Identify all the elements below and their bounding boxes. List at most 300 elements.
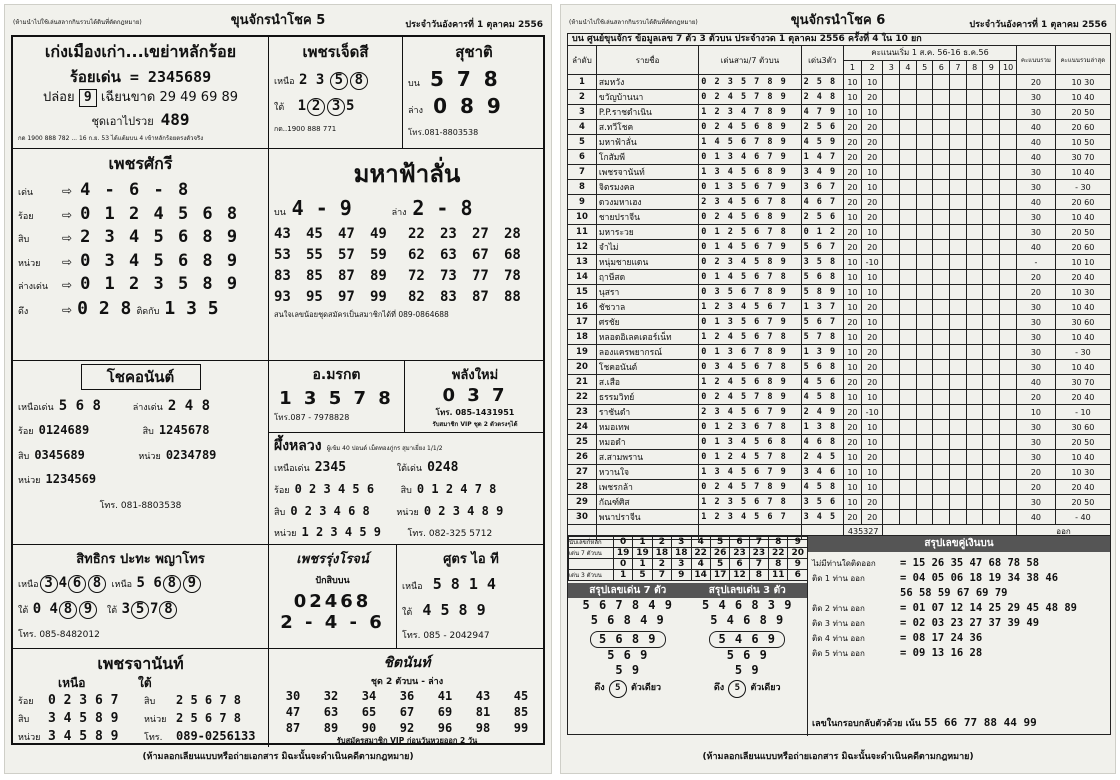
cell-d3: 2 5 6 <box>801 120 843 135</box>
cell-round <box>1000 210 1017 225</box>
box-value: 0 1 2 4 7 8 <box>416 482 497 497</box>
cell-last: - 10 <box>1055 405 1110 420</box>
circled-digit: 5 <box>609 680 627 698</box>
cell-round <box>916 150 933 165</box>
cell-round <box>966 420 983 435</box>
cell-no: 7 <box>568 165 597 180</box>
back-value: 55 66 77 88 44 99 <box>924 716 1037 729</box>
count-cell: 3 <box>672 537 691 548</box>
cell-name: โชคอนันต์ <box>596 360 698 375</box>
box-value: 5 6 8 <box>58 398 101 414</box>
box-label: ร้อย <box>274 486 290 497</box>
grid-number: 45 <box>306 225 323 242</box>
cell-round <box>883 135 900 150</box>
box-label: ติดกับ <box>136 306 160 317</box>
cell-round <box>916 270 933 285</box>
cell-last: 20 50 <box>1055 435 1110 450</box>
cell-round <box>883 75 900 90</box>
cell-round <box>916 510 933 525</box>
cell-name: กัณฑ์ศิส <box>596 495 698 510</box>
grid-number: 87 <box>285 720 301 735</box>
cell-round <box>1000 510 1017 525</box>
box-value: 0 2 3 6 7 <box>48 692 119 708</box>
box-label: ใต้ <box>402 608 413 619</box>
cell-round <box>883 480 900 495</box>
grid-number: 67 <box>472 246 489 263</box>
box-tel: โทร. 085 - 2042947 <box>402 630 490 641</box>
cell-round <box>900 120 917 135</box>
box-mahafalan <box>269 149 545 361</box>
cell-last: 10 30 <box>1055 285 1110 300</box>
cell-round <box>1000 450 1017 465</box>
round-header: 7 <box>950 60 967 75</box>
pair-row <box>812 647 1106 659</box>
cell-d7: 1 2 4 5 6 8 9 <box>699 375 801 390</box>
cell-d7: 0 3 5 6 7 8 9 <box>699 285 801 300</box>
count-cell: 22 <box>769 548 788 559</box>
left-footer: (ห้ามลอกเลียนแบบหรือถ่ายเอกสาร มิฉะนั้นจะดำเนินคดีตามกฎหมาย) <box>142 752 414 762</box>
pair-panel <box>808 536 1110 736</box>
grid-number: 92 <box>399 720 415 735</box>
cell-round <box>966 375 983 390</box>
grid-number: 90 <box>361 720 377 735</box>
grid-number: 59 <box>370 246 387 263</box>
cell-round <box>1000 390 1017 405</box>
cell-round <box>900 240 917 255</box>
cell-name: หมอเทพ <box>596 420 698 435</box>
box-label: เหนือ <box>274 77 295 87</box>
cell-round <box>983 150 1000 165</box>
circled-digit: 8 <box>88 575 106 593</box>
cell-round <box>883 240 900 255</box>
grid-number: 47 <box>338 225 355 242</box>
grid-number: 41 <box>437 689 453 703</box>
cell-name: ชัชวาล <box>596 300 698 315</box>
cell-round <box>900 225 917 240</box>
cell-last: 20 60 <box>1055 120 1110 135</box>
cell-d7: 1 3 4 5 6 8 9 <box>699 165 801 180</box>
list-item <box>18 181 263 201</box>
cell-round <box>1000 195 1017 210</box>
list-item <box>274 690 540 704</box>
cell-name: ฤาษีสด <box>596 270 698 285</box>
box-value: 4 - 9 <box>291 196 352 220</box>
cell-last: 10 40 <box>1055 450 1110 465</box>
box-value: 7 <box>150 601 159 617</box>
cell-round <box>883 255 900 270</box>
cell-round: 10 <box>861 180 882 195</box>
cell-d3: 2 5 8 <box>801 75 843 90</box>
cell-round: 20 <box>843 225 861 240</box>
cell-round <box>900 420 917 435</box>
cell-round <box>950 315 967 330</box>
cell-round <box>883 120 900 135</box>
cell-d3: 3 4 6 <box>801 465 843 480</box>
cell-round <box>983 330 1000 345</box>
box-sut-it <box>397 545 545 649</box>
cell-round: 20 <box>843 405 861 420</box>
box-note: รับสมัครสมาชิก VIP ก่อนวันหวยออก 2 วัน <box>336 736 478 746</box>
grid-number: 85 <box>306 267 323 284</box>
cell-no: 28 <box>568 480 597 495</box>
right-date: ประจำวันอังคารที่ 1 ตุลาคม 2556 <box>969 20 1107 30</box>
cell-round <box>1000 135 1017 150</box>
cell-no: 18 <box>568 330 597 345</box>
cell-round <box>883 330 900 345</box>
cell-round <box>966 315 983 330</box>
cell-round <box>900 315 917 330</box>
cell-round <box>1000 360 1017 375</box>
cell-last: 30 60 <box>1055 315 1110 330</box>
cell-round <box>966 135 983 150</box>
box-line: เฉียนขาด 29 49 69 89 <box>100 90 239 106</box>
cell-round <box>983 420 1000 435</box>
cell-d3: 2 4 9 <box>801 405 843 420</box>
cell-round <box>966 465 983 480</box>
pair-label: ติด 2 ท่าน ออก <box>812 604 865 614</box>
left-note: (ห้ามนำไปใช้เล่นสลากกินรวบได้ดินที่ตัดกฎหมาย) <box>13 19 142 26</box>
cell-d3: 4 5 9 <box>801 135 843 150</box>
table-row <box>568 165 1111 180</box>
count-cell: 5 <box>710 559 729 570</box>
cell-round: 20 <box>843 195 861 210</box>
cell-round: 10 <box>861 270 882 285</box>
grid-number: 89 <box>323 720 339 735</box>
cell-round <box>933 255 950 270</box>
box-value: 1234569 <box>45 472 97 487</box>
cell-round <box>900 300 917 315</box>
pair-value: 56 58 59 67 69 79 <box>900 587 1008 600</box>
pair-row <box>812 572 1106 584</box>
box-title: ชิตนันท์ <box>383 655 431 671</box>
grid-number: 88 <box>504 288 521 305</box>
cell-total: 30 <box>1017 180 1056 195</box>
cell-round <box>950 75 967 90</box>
cell-no: 12 <box>568 240 597 255</box>
cell-round <box>900 180 917 195</box>
cell-round <box>933 120 950 135</box>
cell-d3: 1 3 7 <box>801 300 843 315</box>
box-label: หน่วย <box>18 258 41 269</box>
cell-round <box>933 270 950 285</box>
box-title: พลังใหม่ <box>451 368 499 383</box>
cell-d7: 0 2 4 5 6 8 9 <box>699 210 801 225</box>
box-label: สิบ <box>18 451 30 462</box>
left-title: ขุนจักรนำโชค 5 <box>230 13 326 28</box>
list-item <box>274 247 540 263</box>
grid-number: 93 <box>274 288 291 305</box>
cell-last: - 30 <box>1055 345 1110 360</box>
count-3-label: เด่น 3 ตัวบน <box>569 570 614 581</box>
cell-round <box>883 435 900 450</box>
cell-total: 10 <box>1017 405 1056 420</box>
cell-round <box>950 405 967 420</box>
cell-round <box>983 510 1000 525</box>
cell-round <box>983 285 1000 300</box>
right-header <box>567 9 1109 33</box>
cell-round <box>1000 300 1017 315</box>
cell-name: P.P.ราชดำเนิน <box>596 105 698 120</box>
count-cell: 1 <box>633 559 652 570</box>
cell-round <box>983 495 1000 510</box>
cell-total: 20 <box>1017 75 1056 90</box>
cell-name: สมหวัง <box>596 75 698 90</box>
cell-round <box>983 390 1000 405</box>
cell-d3: 5 6 7 <box>801 315 843 330</box>
grid-number: 63 <box>440 246 457 263</box>
cell-round <box>883 90 900 105</box>
cell-round <box>933 405 950 420</box>
cell-round <box>950 165 967 180</box>
count-cell: 8 <box>769 559 788 570</box>
cell-last: 10 40 <box>1055 90 1110 105</box>
cell-round <box>966 240 983 255</box>
cell-round <box>950 135 967 150</box>
cell-round <box>900 480 917 495</box>
cell-round <box>966 105 983 120</box>
box-value: 2345 <box>314 460 347 476</box>
cell-round <box>933 225 950 240</box>
cell-round <box>933 435 950 450</box>
cell-round <box>883 360 900 375</box>
grid-number: 36 <box>399 689 415 703</box>
cell-round <box>916 225 933 240</box>
grid-number: 23 <box>440 225 457 242</box>
box-value: 2 3 4 5 6 8 9 <box>80 227 240 248</box>
cell-round <box>950 480 967 495</box>
cell-round <box>966 195 983 210</box>
box-sub: ชุด 2 ตัวบน - ล่าง <box>370 677 444 687</box>
cell-no: 4 <box>568 120 597 135</box>
cell-d3: 2 4 8 <box>801 90 843 105</box>
cell-round <box>966 270 983 285</box>
cell-no: 1 <box>568 75 597 90</box>
table-row <box>568 375 1111 390</box>
count-cell: 6 <box>788 570 808 581</box>
circled-digit: 3 <box>327 98 345 116</box>
cell-round: 20 <box>861 345 882 360</box>
box-title: เพชรจานันท์ <box>97 654 184 673</box>
cell-last: 20 40 <box>1055 390 1110 405</box>
cell-d3: 4 6 8 <box>801 435 843 450</box>
cell-name: มหาระวย <box>596 225 698 240</box>
cell-round <box>883 300 900 315</box>
cell-last: 20 50 <box>1055 225 1110 240</box>
count-cell: 22 <box>691 548 710 559</box>
cell-round: 10 <box>843 300 861 315</box>
cell-total: 20 <box>1017 480 1056 495</box>
cell-round: 20 <box>861 375 882 390</box>
round-header: 6 <box>933 60 950 75</box>
cell-round <box>950 210 967 225</box>
box-tel: โทร. 081-8803538 <box>99 500 182 511</box>
cell-round <box>883 495 900 510</box>
table-row <box>568 270 1111 285</box>
box-palang-mai <box>405 361 545 433</box>
cell-total: 30 <box>1017 360 1056 375</box>
grid-number: 67 <box>399 704 415 719</box>
cell-round <box>933 495 950 510</box>
box-label: สิบ <box>142 427 154 438</box>
cell-no: 26 <box>568 450 597 465</box>
back-emph: เน้น <box>905 719 921 729</box>
box-value: 0234789 <box>165 447 217 462</box>
cell-round <box>900 405 917 420</box>
pair-row <box>812 557 1106 569</box>
box-title: เพชรศักรี <box>108 154 173 173</box>
cell-round <box>900 150 917 165</box>
cell-d3: 1 3 8 <box>801 420 843 435</box>
table-row <box>568 75 1111 90</box>
cell-last: 10 40 <box>1055 360 1110 375</box>
cell-round <box>1000 165 1017 180</box>
count-cell: 7 <box>652 570 671 581</box>
box-sub: ปักสิบบน <box>315 576 350 586</box>
table-row <box>568 510 1111 525</box>
cell-round <box>983 450 1000 465</box>
count-cell: 0 <box>613 559 632 570</box>
cell-round <box>950 435 967 450</box>
cell-round <box>933 165 950 180</box>
th-score: คะแนนเริ่ม 1 ส.ค. 56-16 ธ.ค.56 <box>843 46 1016 61</box>
cell-round <box>933 75 950 90</box>
cell-round <box>1000 405 1017 420</box>
cell-round: 10 <box>843 105 861 120</box>
cell-round <box>983 210 1000 225</box>
box-note: รับสมาชิก VIP ชุด 2 ตัวตรงๆได้ <box>432 421 518 428</box>
box-label: ล่างเด่น <box>18 282 49 293</box>
cell-round <box>916 105 933 120</box>
cell-round <box>883 390 900 405</box>
cell-round <box>983 270 1000 285</box>
count-cell: 0 <box>613 537 632 548</box>
cell-round: 20 <box>843 240 861 255</box>
cell-total: 30 <box>1017 300 1056 315</box>
box-title: มหาฟ้าลั่น <box>353 160 461 188</box>
table-row <box>568 330 1111 345</box>
cell-d7: 0 1 2 5 6 7 8 <box>699 225 801 240</box>
cell-d3: 4 5 8 <box>801 480 843 495</box>
cell-total: 30 <box>1017 105 1056 120</box>
cell-round <box>1000 420 1017 435</box>
count-cell: 19 <box>613 548 632 559</box>
cell-round <box>883 465 900 480</box>
cell-round <box>916 210 933 225</box>
box-value: 0 2 3 4 5 6 <box>294 482 375 497</box>
cell-round <box>900 285 917 300</box>
cell-d7: 0 1 3 5 6 7 9 <box>699 315 801 330</box>
cell-round <box>916 285 933 300</box>
cell-last: 10 10 <box>1055 255 1110 270</box>
cell-no: 27 <box>568 465 597 480</box>
box-value: 5 6 <box>136 575 162 591</box>
cell-round <box>983 405 1000 420</box>
cell-round: 20 <box>843 150 861 165</box>
cell-round: 10 <box>843 480 861 495</box>
cell-name: หวานใจ <box>596 465 698 480</box>
cell-round: 20 <box>861 210 882 225</box>
cell-round <box>916 315 933 330</box>
cell-total: 30 <box>1017 330 1056 345</box>
box-value: 3 4 5 8 9 <box>48 728 119 744</box>
box-label: ล่าง <box>408 106 423 116</box>
arrow-icon: ⇨ <box>62 278 73 293</box>
box-value: 1 3 5 7 8 <box>279 388 394 409</box>
cell-round <box>950 300 967 315</box>
cell-last: 10 50 <box>1055 135 1110 150</box>
cell-round <box>900 105 917 120</box>
th-last: คะแนนรวมล่าสุด <box>1055 46 1110 75</box>
count-cell: 18 <box>652 548 671 559</box>
box-label: บน <box>408 79 420 89</box>
cell-d7: 1 3 4 5 6 7 9 <box>699 465 801 480</box>
cell-round: 20 <box>861 495 882 510</box>
cell-d3: 3 5 6 <box>801 495 843 510</box>
cell-last: 20 60 <box>1055 195 1110 210</box>
box-value: 0345689 <box>34 447 85 462</box>
cell-no: 2 <box>568 90 597 105</box>
box-value: 0 3 7 <box>442 385 508 406</box>
cell-name: นุสรา <box>596 285 698 300</box>
table-row <box>568 480 1111 495</box>
cell-round: 10 <box>861 165 882 180</box>
grid-number: 73 <box>440 267 457 284</box>
table-row <box>568 435 1111 450</box>
grid-number: 69 <box>437 704 453 719</box>
cell-d3: 3 5 8 <box>801 255 843 270</box>
box-label: โทร. <box>144 732 163 743</box>
cell-last: - 40 <box>1055 510 1110 525</box>
cell-last: 10 30 <box>1055 465 1110 480</box>
cell-round <box>883 420 900 435</box>
grid-number: 65 <box>361 704 377 719</box>
cell-d3: 5 6 8 <box>801 270 843 285</box>
box-label: สิบ <box>274 507 286 518</box>
cell-round <box>916 90 933 105</box>
box-value: 3 <box>121 601 131 617</box>
cell-d7: 1 2 3 5 6 7 8 <box>699 495 801 510</box>
triangle-row: 5 9 <box>734 663 760 677</box>
cell-round <box>900 330 917 345</box>
cell-name: หนุ่มชายแดน <box>596 255 698 270</box>
cell-d7: 0 2 4 5 7 8 9 <box>699 90 801 105</box>
cell-total: 30 <box>1017 165 1056 180</box>
cell-total: 40 <box>1017 150 1056 165</box>
count-spacer <box>569 559 614 570</box>
pair-row <box>812 602 1106 614</box>
box-label: ดึง <box>18 306 29 317</box>
cell-total: 30 <box>1017 435 1056 450</box>
count-cell: 4 <box>691 559 710 570</box>
cell-name: ชายปราจีน <box>596 210 698 225</box>
cell-round <box>950 180 967 195</box>
cell-round: 20 <box>843 180 861 195</box>
box-tel: โทร. 085-1431951 <box>435 408 515 417</box>
cell-round <box>983 180 1000 195</box>
circled-digit: 8 <box>163 575 181 593</box>
cell-total: 30 <box>1017 495 1056 510</box>
table-row <box>568 450 1111 465</box>
cell-total: 20 <box>1017 285 1056 300</box>
box-value: 3 4 5 8 9 <box>48 710 119 726</box>
cell-round <box>933 375 950 390</box>
cell-no: 16 <box>568 300 597 315</box>
cell-round: 10 <box>843 390 861 405</box>
cell-d3: 3 4 9 <box>801 165 843 180</box>
cell-round <box>966 225 983 240</box>
cell-round <box>1000 270 1017 285</box>
cell-round <box>950 345 967 360</box>
